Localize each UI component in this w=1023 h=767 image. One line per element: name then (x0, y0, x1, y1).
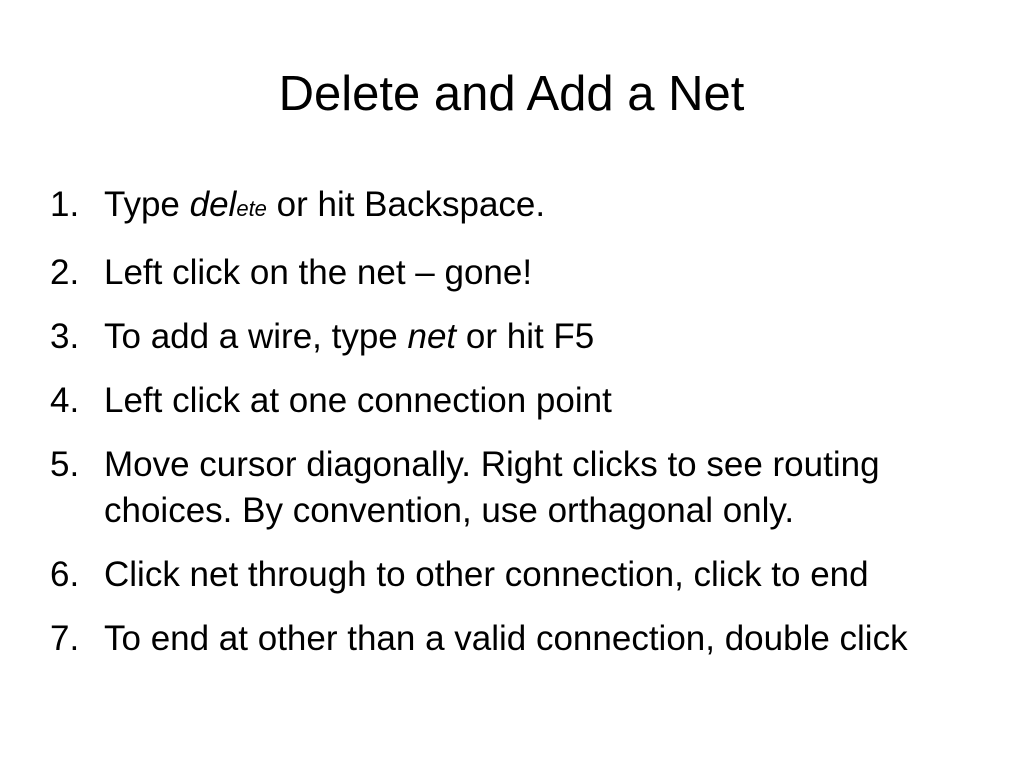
step-text-part: or hit Backspace. (266, 185, 546, 224)
step-number: 4. (50, 381, 80, 420)
step-text: To end at other than a valid connection, double click (104, 619, 908, 658)
step-emphasis: del (189, 185, 237, 224)
step-number: 7. (50, 619, 80, 658)
list-item (50, 442, 980, 534)
slide-title: Delete and Add a Net (278, 67, 745, 121)
step-text-part: To add a wire, type (104, 317, 408, 356)
step-number: 3. (50, 317, 80, 356)
step-text: Left click at one connection point (104, 381, 612, 420)
step-emphasis-small: ete (236, 196, 267, 221)
step-text-part: or hit F5 (456, 317, 595, 356)
step-text: Click net through to other connection, click to end (104, 555, 869, 594)
steps-list (50, 182, 980, 680)
step-text-part: Type (104, 185, 190, 224)
step-number: 2. (50, 253, 80, 292)
step-text: Left click on the net – gone! (104, 253, 533, 292)
list-item (50, 552, 980, 598)
step-number: 1. (50, 185, 80, 224)
step-text (104, 185, 545, 224)
list-item (50, 182, 980, 232)
step-text: Move cursor diagonally. Right clicks to see routing choices. By convention, use orthagonal only. (104, 445, 880, 530)
list-item (50, 314, 980, 360)
list-item (50, 250, 980, 296)
list-item (50, 378, 980, 424)
step-text (104, 317, 594, 356)
step-emphasis: net (407, 317, 457, 356)
list-item (50, 616, 980, 662)
step-number: 5. (50, 445, 80, 484)
step-number: 6. (50, 555, 80, 594)
